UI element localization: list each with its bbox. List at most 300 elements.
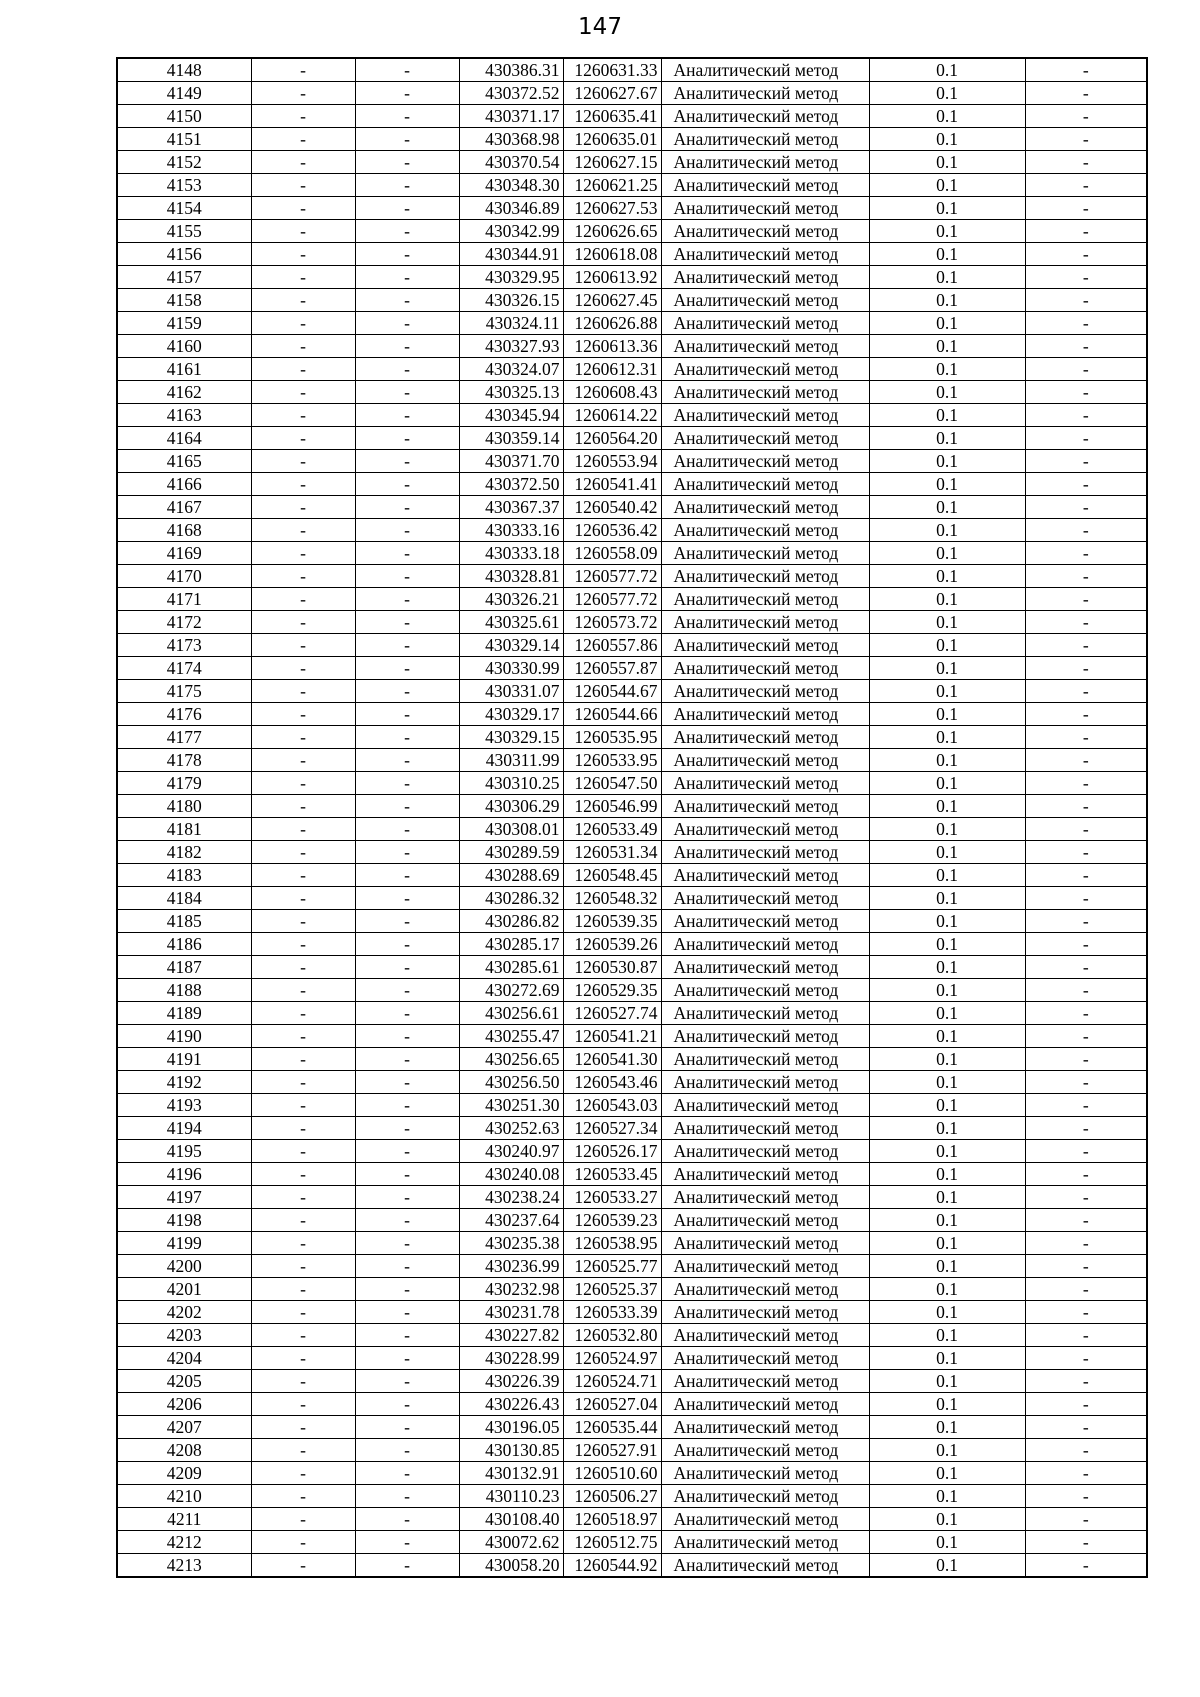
coordinates-table — [116, 57, 1148, 1578]
x-coordinate-cell: 430226.39 — [459, 1370, 563, 1393]
old-x-cell: - — [251, 772, 355, 795]
x-coordinate-cell: 430328.81 — [459, 565, 563, 588]
note-cell: - — [1025, 1140, 1147, 1163]
table-row — [117, 266, 1147, 289]
point-number-cell: 4211 — [117, 1508, 251, 1531]
note-cell: - — [1025, 1163, 1147, 1186]
method-cell: Аналитический метод — [661, 703, 869, 726]
old-y-cell: - — [355, 1439, 459, 1462]
table-row — [117, 542, 1147, 565]
old-x-cell: - — [251, 1347, 355, 1370]
x-coordinate-cell: 430333.18 — [459, 542, 563, 565]
method-cell: Аналитический метод — [661, 1370, 869, 1393]
accuracy-cell: 0.1 — [869, 795, 1025, 818]
y-coordinate-cell: 1260557.86 — [563, 634, 661, 657]
method-cell: Аналитический метод — [661, 1324, 869, 1347]
x-coordinate-cell: 430325.13 — [459, 381, 563, 404]
old-x-cell: - — [251, 1508, 355, 1531]
accuracy-cell: 0.1 — [869, 174, 1025, 197]
note-cell: - — [1025, 1347, 1147, 1370]
point-number-cell: 4153 — [117, 174, 251, 197]
method-cell: Аналитический метод — [661, 1232, 869, 1255]
y-coordinate-cell: 1260573.72 — [563, 611, 661, 634]
y-coordinate-cell: 1260544.92 — [563, 1554, 661, 1578]
y-coordinate-cell: 1260535.95 — [563, 726, 661, 749]
method-cell: Аналитический метод — [661, 611, 869, 634]
method-cell: Аналитический метод — [661, 1393, 869, 1416]
note-cell: - — [1025, 1255, 1147, 1278]
old-x-cell: - — [251, 956, 355, 979]
method-cell: Аналитический метод — [661, 1554, 869, 1578]
table-row — [117, 312, 1147, 335]
x-coordinate-cell: 430329.14 — [459, 634, 563, 657]
note-cell: - — [1025, 151, 1147, 174]
old-y-cell: - — [355, 1462, 459, 1485]
old-y-cell: - — [355, 1554, 459, 1578]
old-y-cell: - — [355, 841, 459, 864]
old-x-cell: - — [251, 887, 355, 910]
point-number-cell: 4161 — [117, 358, 251, 381]
note-cell: - — [1025, 1002, 1147, 1025]
old-x-cell: - — [251, 749, 355, 772]
note-cell: - — [1025, 1209, 1147, 1232]
old-x-cell: - — [251, 910, 355, 933]
y-coordinate-cell: 1260539.23 — [563, 1209, 661, 1232]
table-row — [117, 956, 1147, 979]
note-cell: - — [1025, 795, 1147, 818]
x-coordinate-cell: 430256.65 — [459, 1048, 563, 1071]
old-y-cell: - — [355, 82, 459, 105]
old-y-cell: - — [355, 1301, 459, 1324]
x-coordinate-cell: 430311.99 — [459, 749, 563, 772]
point-number-cell: 4179 — [117, 772, 251, 795]
old-x-cell: - — [251, 1439, 355, 1462]
table-row — [117, 1301, 1147, 1324]
y-coordinate-cell: 1260577.72 — [563, 588, 661, 611]
old-x-cell: - — [251, 634, 355, 657]
y-coordinate-cell: 1260548.32 — [563, 887, 661, 910]
note-cell: - — [1025, 864, 1147, 887]
x-coordinate-cell: 430359.14 — [459, 427, 563, 450]
old-y-cell: - — [355, 58, 459, 82]
x-coordinate-cell: 430256.61 — [459, 1002, 563, 1025]
accuracy-cell: 0.1 — [869, 749, 1025, 772]
table-row — [117, 220, 1147, 243]
old-x-cell: - — [251, 588, 355, 611]
note-cell: - — [1025, 634, 1147, 657]
point-number-cell: 4148 — [117, 58, 251, 82]
y-coordinate-cell: 1260524.97 — [563, 1347, 661, 1370]
old-y-cell: - — [355, 703, 459, 726]
note-cell: - — [1025, 1186, 1147, 1209]
table-row — [117, 335, 1147, 358]
old-x-cell: - — [251, 542, 355, 565]
x-coordinate-cell: 430240.08 — [459, 1163, 563, 1186]
old-x-cell: - — [251, 680, 355, 703]
old-y-cell: - — [355, 220, 459, 243]
table-row — [117, 58, 1147, 82]
table-row — [117, 197, 1147, 220]
old-y-cell: - — [355, 1094, 459, 1117]
x-coordinate-cell: 430326.15 — [459, 289, 563, 312]
x-coordinate-cell: 430256.50 — [459, 1071, 563, 1094]
old-y-cell: - — [355, 1025, 459, 1048]
old-x-cell: - — [251, 289, 355, 312]
x-coordinate-cell: 430325.61 — [459, 611, 563, 634]
accuracy-cell: 0.1 — [869, 933, 1025, 956]
accuracy-cell: 0.1 — [869, 1140, 1025, 1163]
table-row — [117, 703, 1147, 726]
old-y-cell: - — [355, 473, 459, 496]
table-row — [117, 1439, 1147, 1462]
old-x-cell: - — [251, 726, 355, 749]
table-row — [117, 82, 1147, 105]
accuracy-cell: 0.1 — [869, 58, 1025, 82]
y-coordinate-cell: 1260540.42 — [563, 496, 661, 519]
x-coordinate-cell: 430372.50 — [459, 473, 563, 496]
note-cell: - — [1025, 496, 1147, 519]
x-coordinate-cell: 430370.54 — [459, 151, 563, 174]
x-coordinate-cell: 430372.52 — [459, 82, 563, 105]
method-cell: Аналитический метод — [661, 358, 869, 381]
table-row — [117, 1393, 1147, 1416]
method-cell: Аналитический метод — [661, 1347, 869, 1370]
accuracy-cell: 0.1 — [869, 289, 1025, 312]
table-row — [117, 1508, 1147, 1531]
note-cell: - — [1025, 243, 1147, 266]
method-cell: Аналитический метод — [661, 1209, 869, 1232]
old-x-cell: - — [251, 1393, 355, 1416]
accuracy-cell: 0.1 — [869, 1278, 1025, 1301]
x-coordinate-cell: 430058.20 — [459, 1554, 563, 1578]
note-cell: - — [1025, 1485, 1147, 1508]
old-y-cell: - — [355, 1186, 459, 1209]
method-cell: Аналитический метод — [661, 243, 869, 266]
method-cell: Аналитический метод — [661, 657, 869, 680]
note-cell: - — [1025, 910, 1147, 933]
note-cell: - — [1025, 1370, 1147, 1393]
note-cell: - — [1025, 726, 1147, 749]
accuracy-cell: 0.1 — [869, 726, 1025, 749]
point-number-cell: 4184 — [117, 887, 251, 910]
y-coordinate-cell: 1260530.87 — [563, 956, 661, 979]
note-cell: - — [1025, 1439, 1147, 1462]
old-y-cell: - — [355, 151, 459, 174]
note-cell: - — [1025, 427, 1147, 450]
old-x-cell: - — [251, 1255, 355, 1278]
old-y-cell: - — [355, 749, 459, 772]
method-cell: Аналитический метод — [661, 910, 869, 933]
point-number-cell: 4174 — [117, 657, 251, 680]
accuracy-cell: 0.1 — [869, 151, 1025, 174]
x-coordinate-cell: 430251.30 — [459, 1094, 563, 1117]
method-cell: Аналитический метод — [661, 542, 869, 565]
old-x-cell: - — [251, 1301, 355, 1324]
x-coordinate-cell: 430072.62 — [459, 1531, 563, 1554]
y-coordinate-cell: 1260543.03 — [563, 1094, 661, 1117]
x-coordinate-cell: 430286.82 — [459, 910, 563, 933]
accuracy-cell: 0.1 — [869, 128, 1025, 151]
method-cell: Аналитический метод — [661, 1508, 869, 1531]
point-number-cell: 4168 — [117, 519, 251, 542]
note-cell: - — [1025, 220, 1147, 243]
table-row — [117, 1094, 1147, 1117]
point-number-cell: 4175 — [117, 680, 251, 703]
method-cell: Аналитический метод — [661, 565, 869, 588]
note-cell: - — [1025, 1232, 1147, 1255]
method-cell: Аналитический метод — [661, 1439, 869, 1462]
table-row — [117, 795, 1147, 818]
note-cell: - — [1025, 588, 1147, 611]
x-coordinate-cell: 430285.61 — [459, 956, 563, 979]
y-coordinate-cell: 1260627.53 — [563, 197, 661, 220]
point-number-cell: 4185 — [117, 910, 251, 933]
point-number-cell: 4173 — [117, 634, 251, 657]
x-coordinate-cell: 430196.05 — [459, 1416, 563, 1439]
old-x-cell: - — [251, 519, 355, 542]
x-coordinate-cell: 430330.99 — [459, 657, 563, 680]
old-y-cell: - — [355, 1163, 459, 1186]
table-row — [117, 634, 1147, 657]
y-coordinate-cell: 1260635.41 — [563, 105, 661, 128]
x-coordinate-cell: 430331.07 — [459, 680, 563, 703]
method-cell: Аналитический метод — [661, 1117, 869, 1140]
old-y-cell: - — [355, 542, 459, 565]
method-cell: Аналитический метод — [661, 381, 869, 404]
old-x-cell: - — [251, 105, 355, 128]
table-row — [117, 473, 1147, 496]
old-x-cell: - — [251, 657, 355, 680]
old-x-cell: - — [251, 703, 355, 726]
point-number-cell: 4167 — [117, 496, 251, 519]
old-x-cell: - — [251, 1048, 355, 1071]
y-coordinate-cell: 1260535.44 — [563, 1416, 661, 1439]
x-coordinate-cell: 430228.99 — [459, 1347, 563, 1370]
note-cell: - — [1025, 289, 1147, 312]
accuracy-cell: 0.1 — [869, 427, 1025, 450]
old-y-cell: - — [355, 381, 459, 404]
accuracy-cell: 0.1 — [869, 1048, 1025, 1071]
accuracy-cell: 0.1 — [869, 82, 1025, 105]
point-number-cell: 4201 — [117, 1278, 251, 1301]
table-row — [117, 174, 1147, 197]
y-coordinate-cell: 1260626.88 — [563, 312, 661, 335]
y-coordinate-cell: 1260525.77 — [563, 1255, 661, 1278]
table-row — [117, 1048, 1147, 1071]
accuracy-cell: 0.1 — [869, 680, 1025, 703]
y-coordinate-cell: 1260613.36 — [563, 335, 661, 358]
y-coordinate-cell: 1260546.99 — [563, 795, 661, 818]
point-number-cell: 4194 — [117, 1117, 251, 1140]
y-coordinate-cell: 1260533.95 — [563, 749, 661, 772]
note-cell: - — [1025, 450, 1147, 473]
accuracy-cell: 0.1 — [869, 864, 1025, 887]
accuracy-cell: 0.1 — [869, 1301, 1025, 1324]
method-cell: Аналитический метод — [661, 680, 869, 703]
method-cell: Аналитический метод — [661, 1002, 869, 1025]
point-number-cell: 4172 — [117, 611, 251, 634]
table-row — [117, 818, 1147, 841]
accuracy-cell: 0.1 — [869, 1393, 1025, 1416]
y-coordinate-cell: 1260538.95 — [563, 1232, 661, 1255]
old-x-cell: - — [251, 1485, 355, 1508]
table-row — [117, 680, 1147, 703]
old-x-cell: - — [251, 933, 355, 956]
old-x-cell: - — [251, 128, 355, 151]
table-row — [117, 1209, 1147, 1232]
table-row — [117, 404, 1147, 427]
note-cell: - — [1025, 358, 1147, 381]
point-number-cell: 4154 — [117, 197, 251, 220]
old-y-cell: - — [355, 680, 459, 703]
note-cell: - — [1025, 657, 1147, 680]
note-cell: - — [1025, 1508, 1147, 1531]
table-row — [117, 1324, 1147, 1347]
old-y-cell: - — [355, 128, 459, 151]
accuracy-cell: 0.1 — [869, 910, 1025, 933]
accuracy-cell: 0.1 — [869, 956, 1025, 979]
method-cell: Аналитический метод — [661, 1462, 869, 1485]
point-number-cell: 4204 — [117, 1347, 251, 1370]
table-row — [117, 1554, 1147, 1578]
y-coordinate-cell: 1260626.65 — [563, 220, 661, 243]
table-row — [117, 128, 1147, 151]
accuracy-cell: 0.1 — [869, 1071, 1025, 1094]
point-number-cell: 4163 — [117, 404, 251, 427]
y-coordinate-cell: 1260525.37 — [563, 1278, 661, 1301]
point-number-cell: 4160 — [117, 335, 251, 358]
accuracy-cell: 0.1 — [869, 772, 1025, 795]
old-y-cell: - — [355, 1416, 459, 1439]
note-cell: - — [1025, 174, 1147, 197]
y-coordinate-cell: 1260553.94 — [563, 450, 661, 473]
point-number-cell: 4188 — [117, 979, 251, 1002]
old-x-cell: - — [251, 1462, 355, 1485]
old-x-cell: - — [251, 427, 355, 450]
old-x-cell: - — [251, 358, 355, 381]
point-number-cell: 4207 — [117, 1416, 251, 1439]
method-cell: Аналитический метод — [661, 404, 869, 427]
y-coordinate-cell: 1260512.75 — [563, 1531, 661, 1554]
old-x-cell: - — [251, 1186, 355, 1209]
old-y-cell: - — [355, 519, 459, 542]
point-number-cell: 4195 — [117, 1140, 251, 1163]
x-coordinate-cell: 430227.82 — [459, 1324, 563, 1347]
old-x-cell: - — [251, 1370, 355, 1393]
note-cell: - — [1025, 749, 1147, 772]
old-x-cell: - — [251, 82, 355, 105]
y-coordinate-cell: 1260631.33 — [563, 58, 661, 82]
x-coordinate-cell: 430252.63 — [459, 1117, 563, 1140]
y-coordinate-cell: 1260539.35 — [563, 910, 661, 933]
old-x-cell: - — [251, 1071, 355, 1094]
x-coordinate-cell: 430235.38 — [459, 1232, 563, 1255]
y-coordinate-cell: 1260547.50 — [563, 772, 661, 795]
old-y-cell: - — [355, 1048, 459, 1071]
accuracy-cell: 0.1 — [869, 243, 1025, 266]
point-number-cell: 4190 — [117, 1025, 251, 1048]
accuracy-cell: 0.1 — [869, 1025, 1025, 1048]
point-number-cell: 4182 — [117, 841, 251, 864]
point-number-cell: 4202 — [117, 1301, 251, 1324]
x-coordinate-cell: 430324.07 — [459, 358, 563, 381]
accuracy-cell: 0.1 — [869, 1232, 1025, 1255]
y-coordinate-cell: 1260621.25 — [563, 174, 661, 197]
method-cell: Аналитический метод — [661, 864, 869, 887]
point-number-cell: 4177 — [117, 726, 251, 749]
point-number-cell: 4176 — [117, 703, 251, 726]
accuracy-cell: 0.1 — [869, 404, 1025, 427]
old-y-cell: - — [355, 1393, 459, 1416]
note-cell: - — [1025, 772, 1147, 795]
table-row — [117, 611, 1147, 634]
table-row — [117, 450, 1147, 473]
x-coordinate-cell: 430326.21 — [459, 588, 563, 611]
table-row — [117, 1071, 1147, 1094]
method-cell: Аналитический метод — [661, 818, 869, 841]
accuracy-cell: 0.1 — [869, 657, 1025, 680]
old-x-cell: - — [251, 795, 355, 818]
old-y-cell: - — [355, 818, 459, 841]
method-cell: Аналитический метод — [661, 128, 869, 151]
old-y-cell: - — [355, 358, 459, 381]
old-y-cell: - — [355, 1485, 459, 1508]
y-coordinate-cell: 1260527.04 — [563, 1393, 661, 1416]
accuracy-cell: 0.1 — [869, 565, 1025, 588]
old-y-cell: - — [355, 657, 459, 680]
y-coordinate-cell: 1260543.46 — [563, 1071, 661, 1094]
y-coordinate-cell: 1260612.31 — [563, 358, 661, 381]
y-coordinate-cell: 1260533.49 — [563, 818, 661, 841]
note-cell: - — [1025, 1071, 1147, 1094]
x-coordinate-cell: 430333.16 — [459, 519, 563, 542]
point-number-cell: 4159 — [117, 312, 251, 335]
old-y-cell: - — [355, 1370, 459, 1393]
method-cell: Аналитический метод — [661, 634, 869, 657]
x-coordinate-cell: 430236.99 — [459, 1255, 563, 1278]
point-number-cell: 4155 — [117, 220, 251, 243]
method-cell: Аналитический метод — [661, 519, 869, 542]
old-y-cell: - — [355, 243, 459, 266]
y-coordinate-cell: 1260558.09 — [563, 542, 661, 565]
table-row — [117, 1140, 1147, 1163]
x-coordinate-cell: 430329.95 — [459, 266, 563, 289]
old-x-cell: - — [251, 1025, 355, 1048]
accuracy-cell: 0.1 — [869, 473, 1025, 496]
old-x-cell: - — [251, 1117, 355, 1140]
old-x-cell: - — [251, 243, 355, 266]
point-number-cell: 4199 — [117, 1232, 251, 1255]
note-cell: - — [1025, 58, 1147, 82]
point-number-cell: 4156 — [117, 243, 251, 266]
accuracy-cell: 0.1 — [869, 1462, 1025, 1485]
x-coordinate-cell: 430130.85 — [459, 1439, 563, 1462]
table-row — [117, 1117, 1147, 1140]
method-cell: Аналитический метод — [661, 151, 869, 174]
accuracy-cell: 0.1 — [869, 841, 1025, 864]
old-y-cell: - — [355, 1071, 459, 1094]
accuracy-cell: 0.1 — [869, 1485, 1025, 1508]
table-row — [117, 1485, 1147, 1508]
y-coordinate-cell: 1260618.08 — [563, 243, 661, 266]
old-x-cell: - — [251, 450, 355, 473]
point-number-cell: 4198 — [117, 1209, 251, 1232]
point-number-cell: 4157 — [117, 266, 251, 289]
table-row — [117, 289, 1147, 312]
point-number-cell: 4210 — [117, 1485, 251, 1508]
table-row — [117, 1416, 1147, 1439]
method-cell: Аналитический метод — [661, 1531, 869, 1554]
